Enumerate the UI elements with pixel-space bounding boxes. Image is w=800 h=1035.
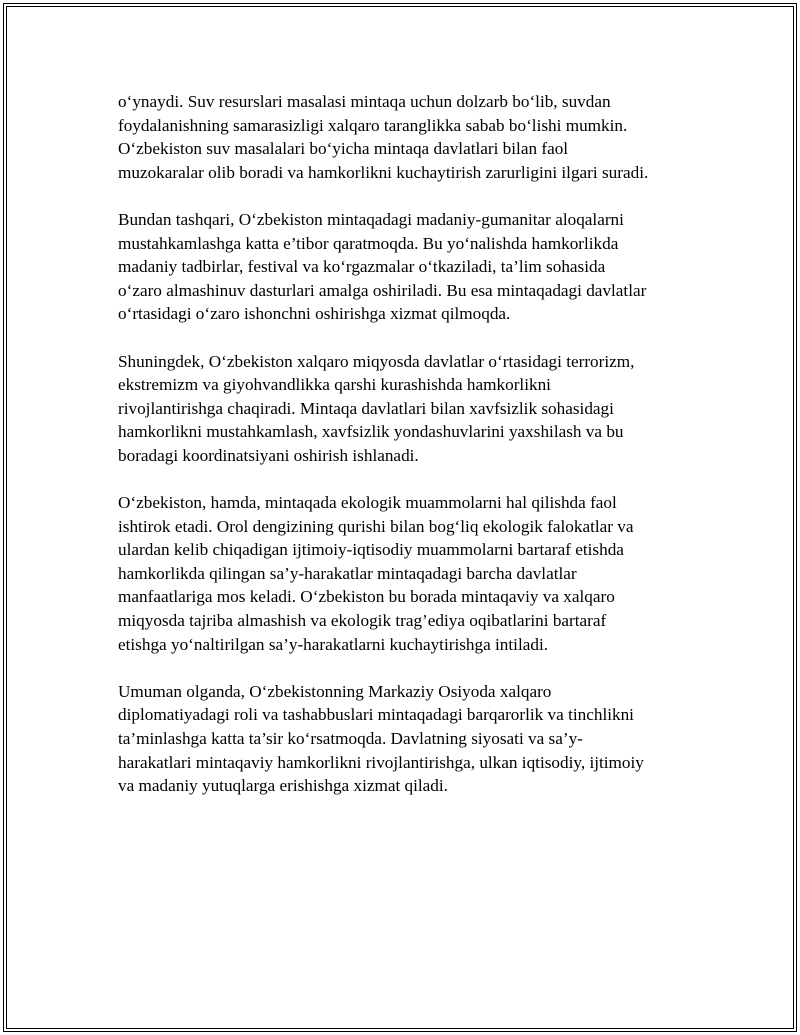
paragraph: O‘zbekiston, hamda, mintaqada ekologik muammolarni hal qilishda faol ishtirok etadi. Orol dengizining qurishi bilan bog‘liq ekologik falokatlar va ulardan kelib chiqadigan ijtimoiy-iqtisodiy muammolarni bartaraf etishda hamkorlikda qilingan sa’y-harakatlar mintaqadagi barcha davlatlar manfaatlariga mos keladi. O‘zbekiston bu borada mintaqaviy va xalqaro miqyosda tajriba almashish va ekologik trag’ediya oqibatlarini bartaraf etishga yo‘naltirilgan sa’y-harakatlarni kuchaytirishga intiladi. [118, 493, 634, 654]
paragraph: o‘ynaydi. Suv resurslari masalasi mintaqa uchun dolzarb bo‘lib, suvdan foydalanishning samarasizligi xalqaro taranglikka sabab bo‘lishi mumkin. O‘zbekiston suv masalalari bo‘yicha mintaqa davlatlari bilan faol muzokaralar olib boradi va hamkorlikni kuchaytirish zarurligini ilgari suradi. [118, 92, 649, 182]
document-body [118, 90, 698, 821]
paragraph: Bundan tashqari, O‘zbekiston mintaqadagi madaniy-gumanitar aloqalarni mustahkamlashga katta e’tibor qaratmoqda. Bu yo‘nalishda hamkorlikda madaniy tadbirlar, festival va ko‘rgazmalar o‘tkaziladi, ta’lim sohasida o‘zaro almashinuv dasturlari amalga oshiriladi. Bu esa mintaqadagi davlatlar o‘rtasidagi o‘zaro ishonchni oshirishga xizmat qilmoqda. [118, 209, 647, 324]
paragraph: Shuningdek, O‘zbekiston xalqaro miqyosda davlatlar o‘rtasidagi terrorizm, ekstremizm va giyohvandlikka qarshi kurashishda hamkorlikni rivojlantirishga chaqiradi. Mintaqa davlatlari bilan xavfsizlik sohasidagi hamkorlikni mustahkamlash, xavfsizlik yondashuvlarini yaxshilash va bu boradagi koordinatsiyani oshirish ishlanadi. [118, 351, 635, 465]
paragraph: Umuman olganda, O‘zbekistonning Markaziy Osiyoda xalqaro diplomatiyadagi roli va tashabbuslari mintaqadagi barqarorlik va tinchlikni ta’minlashga katta ta’sir ko‘rsatmoqda. Davlatning siyosati va sa’y- harakatlari mintaqaviy hamkorlikni rivojlantirishga, ulkan iqtisodiy, ijtimoiy va madaniy yutuqlarga erishishga xizmat qiladi. [118, 681, 644, 796]
